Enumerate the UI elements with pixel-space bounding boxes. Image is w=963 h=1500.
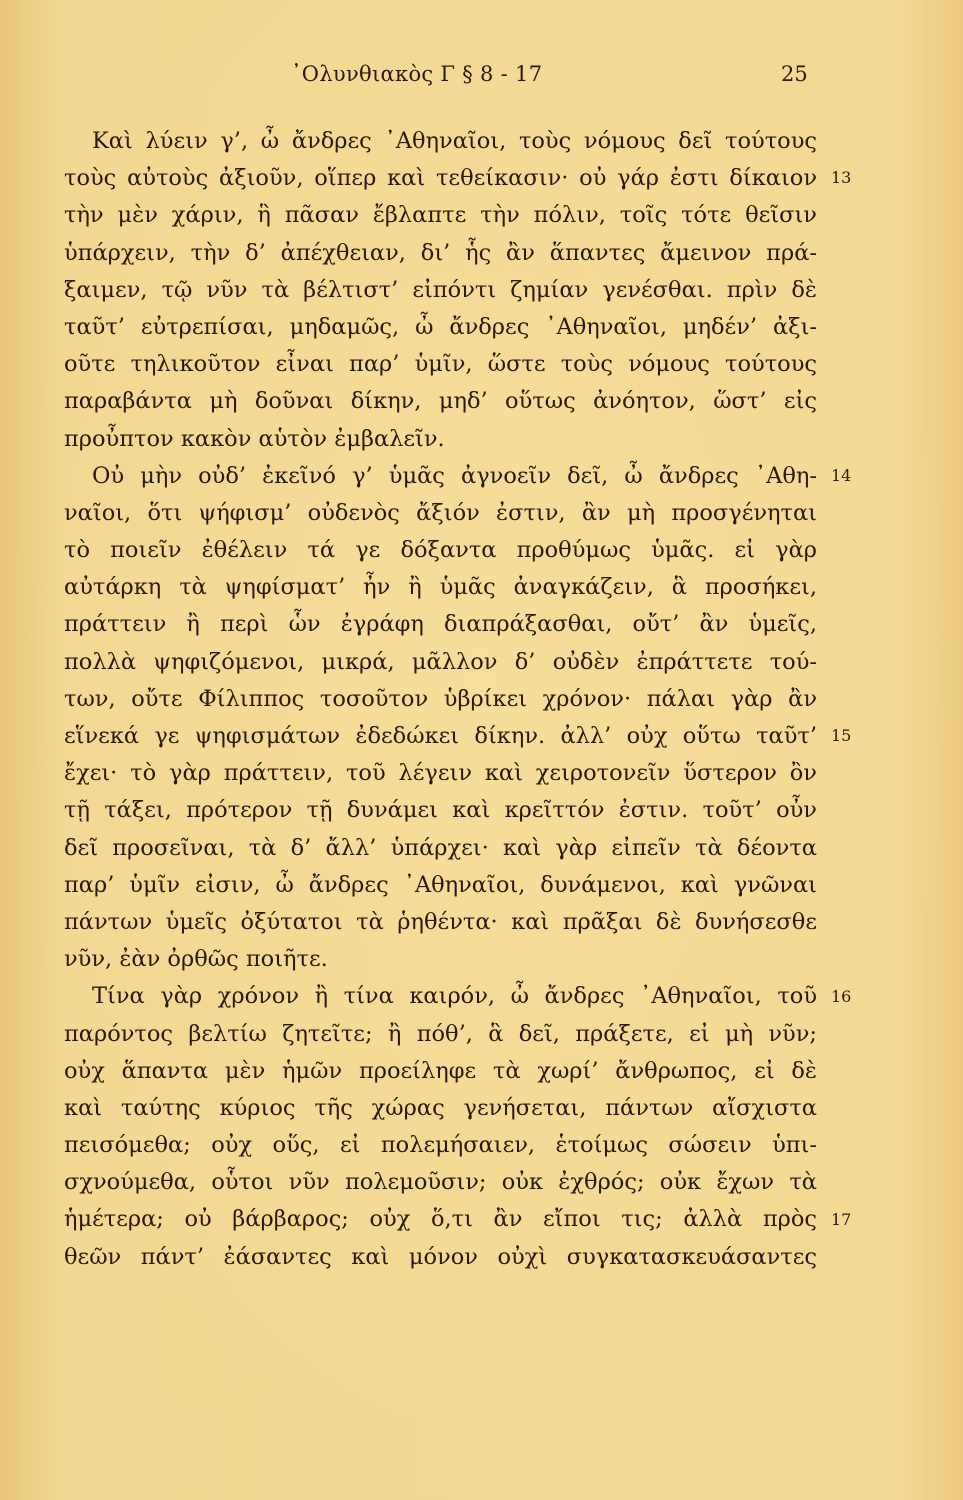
text-line: καὶ ταύτης κύριος τῆς χώρας γενήσεται, πάντων αἴσχιστα xyxy=(64,1094,817,1121)
section-number: 16 xyxy=(831,986,852,1006)
text-line: ναῖοι, ὅτι ψήφισμ’ οὐδενὸς ἄξιόν ἐστιν, ἂν μὴ προσγένηται xyxy=(64,499,817,526)
text-line: ξαιμεν, τῷ νῦν τὰ βέλτιστ’ εἰπόντι ζημίαν γενέσθαι. πρὶν δὲ xyxy=(64,276,817,303)
text-line: πολλὰ ψηφιζόμενοι, μικρά, μᾶλλον δ’ οὐδὲν ἐπράττετε τού- xyxy=(64,648,817,675)
text-line: παρ’ ὑμῖν εἰσιν, ὦ ἄνδρες ᾿Αθηναῖοι, δυνάμενοι, καὶ γνῶναι xyxy=(64,871,817,898)
running-head xyxy=(0,62,963,92)
text-line: οῦτε τηλικοῦτον εἶναι παρ’ ὑμῖν, ὥστε τοὺς νόμους τούτους xyxy=(64,351,817,378)
section-number: 14 xyxy=(831,465,852,485)
text-line: οὐχ ἅπαντα μὲν ἡμῶν προείληφε τὰ χωρί’ ἄνθρωπος, εἰ δὲ xyxy=(64,1057,817,1084)
text-line: Καὶ λύειν γ’, ὦ ἄνδρες ᾿Αθηναῖοι, τοὺς νόμους δεῖ τούτους xyxy=(92,128,817,154)
text-line: προὖπτον κακὸν αὑτὸν ἐμβαλεῖν. xyxy=(64,425,445,452)
text-line: Οὐ μὴν οὐδ’ ἐκεῖνό γ’ ὑμᾶς ἀγνοεῖν δεῖ, ὦ ἄνδρες ᾿Αθη- xyxy=(92,462,817,489)
text-line: Τίνα γὰρ χρόνον ἢ τίνα καιρόν, ὦ ἄνδρες ᾿Αθηναῖοι, τοῦ xyxy=(92,983,817,1010)
text-line: ὑπάρχειν, τὴν δ’ ἀπέχθειαν, δι’ ἧς ἂν ἅπαντες ἄμεινον πρά- xyxy=(64,239,817,266)
text-line: σχνούμεθα, οὗτοι νῦν πολεμοῦσιν; οὐκ ἐχθρός; οὐκ ἔχων τὰ xyxy=(64,1169,817,1196)
text-line: παραβάντα μὴ δοῦναι δίκην, μηδ’ οὕτως ἀνόητον, ὥστ’ εἰς xyxy=(64,388,817,415)
text-line: δεῖ προσεῖναι, τὰ δ’ ἄλλ’ ὑπάρχει· καὶ γὰρ εἰπεῖν τὰ δέοντα xyxy=(64,834,817,861)
running-title: ᾿Ολυνθιακὸς Γ § 8 - 17 xyxy=(291,62,543,86)
text-line: πάντων ὑμεῖς ὀξύτατοι τὰ ῥηθέντα· καὶ πρᾶξαι δὲ δυνήσεσθε xyxy=(64,908,817,935)
text-line: νῦν, ἐὰν ὀρθῶς ποιῆτε. xyxy=(64,946,328,973)
text-line: παρόντος βελτίω ζητεῖτε; ἢ πόθ’, ἃ δεῖ, πράξετε, εἰ μὴ νῦν; xyxy=(64,1020,817,1047)
text-line: εἵνεκά γε ψηφισμάτων ἐδεδώκει δίκην. ἀλλ’ οὐχ οὕτω ταῦτ’ xyxy=(64,723,817,749)
section-number: 17 xyxy=(831,1209,852,1229)
text-line: τὸ ποιεῖν ἐθέλειν τά γε δόξαντα προθύμως ὑμᾶς. εἰ γὰρ xyxy=(64,537,817,564)
text-line: των, οὔτε Φίλιππος τοσοῦτον ὑβρίκει χρόνον· πάλαι γὰρ ἂν xyxy=(64,685,817,712)
text-line: ταῦτ’ εὐτρεπίσαι, μηδαμῶς, ὦ ἄνδρες ᾿Αθηναῖοι, μηδέν’ ἀξι- xyxy=(64,313,817,340)
section-number: 13 xyxy=(831,168,852,188)
text-line: τοὺς αὐτοὺς ἀξιοῦν, οἵπερ καὶ τεθείκασιν· οὐ γάρ ἐστι δίκαιον xyxy=(64,165,817,192)
section-number: 15 xyxy=(831,726,852,746)
text-line: θεῶν πάντ’ ἐάσαντες καὶ μόνον οὐχὶ συγκατασκευάσαντες xyxy=(64,1243,817,1270)
page-number: 25 xyxy=(781,62,808,86)
text-line: τῇ τάξει, πρότερον τῇ δυνάμει καὶ κρεῖττόν ἐστιν. τοῦτ’ οὖν xyxy=(64,797,817,824)
text-line: ἔχει· τὸ γὰρ πράττειν, τοῦ λέγειν καὶ χειροτονεῖν ὕστερον ὂν xyxy=(64,760,817,787)
body-text xyxy=(64,123,817,1276)
text-line: πεισόμεθα; οὐχ οὕς, εἰ πολεμήσαιεν, ἑτοίμως σώσειν ὑπι- xyxy=(64,1132,817,1159)
text-line: αὐτάρκη τὰ ψηφίσματ’ ἦν ἢ ὑμᾶς ἀναγκάζειν, ἃ προσήκει, xyxy=(64,574,817,601)
text-line: ἡμέτερα; οὐ βάρβαρος; οὐχ ὅ,τι ἂν εἴποι τις; ἀλλὰ πρὸς xyxy=(64,1206,817,1233)
text-line: πράττειν ἢ περὶ ὧν ἐγράφη διαπράξασθαι, οὔτ’ ἂν ὑμεῖς, xyxy=(64,611,817,638)
text-line: τὴν μὲν χάριν, ἣ πᾶσαν ἔβλαπτε τὴν πόλιν, τοῖς τότε θεῖσιν xyxy=(64,202,817,229)
